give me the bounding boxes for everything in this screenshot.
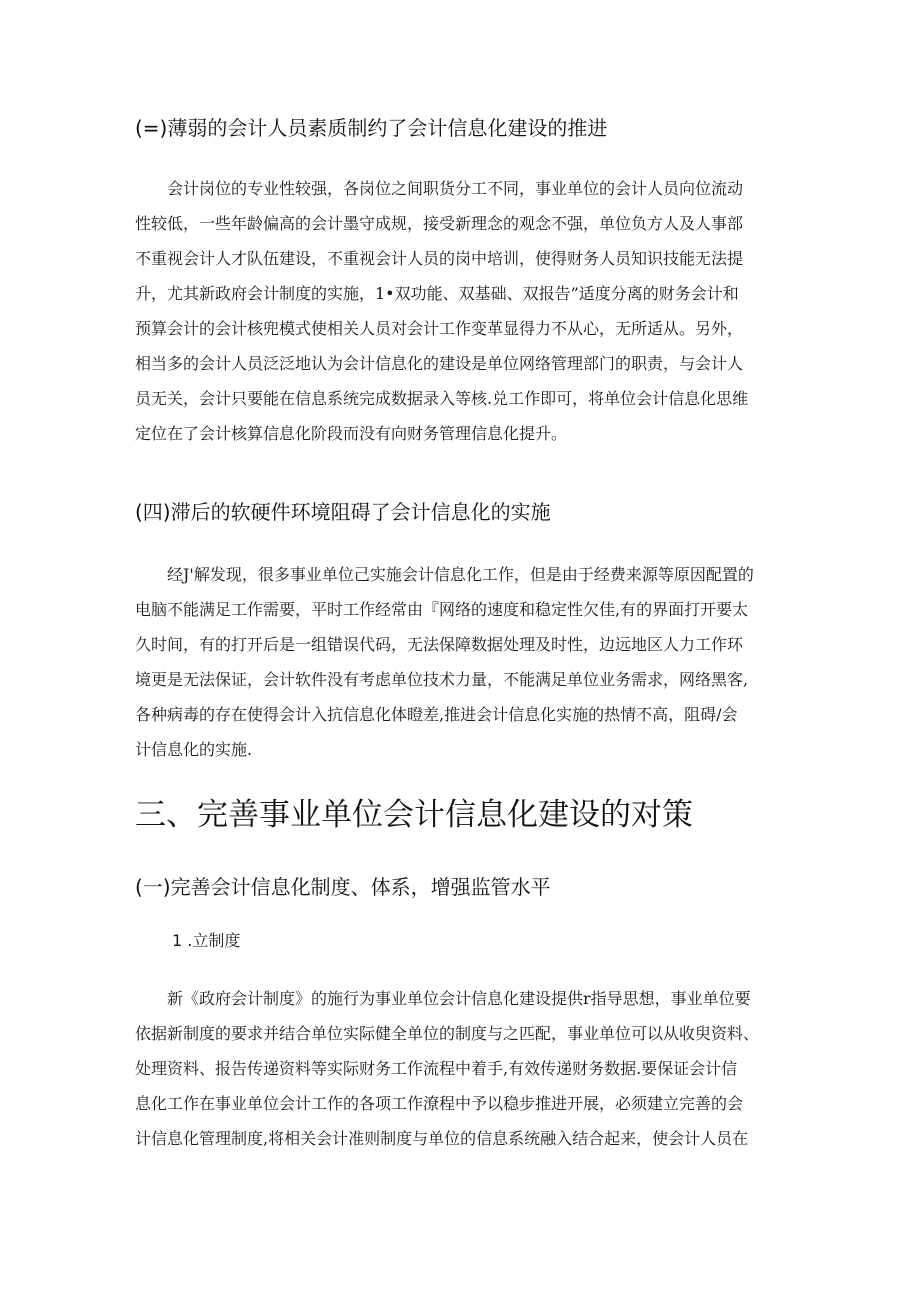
paragraph-line: 定位在了会计核算信息化阶段而没有向财务管理信息化提升。 xyxy=(135,424,568,443)
paragraph-line: 升，尤其新政府会计制度的实施，1•双功能、双基础、双报告”适度分离的财务会计和 xyxy=(135,284,739,303)
paragraph-line: 计信息化管理制度,将相关会计准则制度与单位的信息系统融入结合起来，使会计人员在 xyxy=(135,1129,749,1148)
paragraph-line: 相当多的会计人员泛泛地认为会计信息化的建设是单位网络管理部门的职责，与会计人 xyxy=(135,354,744,373)
paragraph-line: 息化工作在事业单位会计工作的各项工作潦程中予以稳步推进开展，必须建立完善的会 xyxy=(135,1094,744,1113)
paragraph-line: 境更是无法保证，会计软件没有考虑单位技术力量，不能满足单位业务需求，网络黑客, xyxy=(135,670,749,689)
paragraph-line: 员无关，会计只要能在信息系统完成数据录入等核.兑工作即可，将单位会计信息化思维 xyxy=(135,389,749,408)
paragraph-section-1 xyxy=(135,981,795,1156)
section-heading-4: (四)滞后的软硬件环境阻碍了会计信息化的实施 xyxy=(135,500,551,524)
paragraph-line: 经J'解发现，很多事业单位己实施会计信息化工作，但是由于经费来源等原因配置的 xyxy=(135,565,754,584)
paragraph-line: 预算会计的会计核兜模式使相关人员对会计工作变革显得力不从心，无所适从。另外， xyxy=(135,319,744,338)
item-label: 1 .立制度 xyxy=(172,931,241,950)
section-heading-2: (=)薄弱的会计人员素质制约了会计信息化建设的推进 xyxy=(135,116,608,140)
paragraph-section-4 xyxy=(135,557,795,767)
paragraph-line: 计信息化的实施. xyxy=(135,740,253,759)
paragraph-line: 久时间，有的打开后是一组错误代码，无法保障数据处理及时性，边远地区人力工作环 xyxy=(135,635,744,654)
paragraph-line: 不重视会计人才队伍建设，不重视会计人员的岗中培训，使得财务人员知识技能无法提 xyxy=(135,249,744,268)
paragraph-section-2 xyxy=(135,171,795,451)
part-heading-3: 三、完善事业单位会计信息化建设的对策 xyxy=(135,797,693,833)
paragraph-line: 新《政府会计制度》的施行为事业单位会计信息化建设提供r指导思想，事业单位要 xyxy=(135,989,751,1008)
paragraph-line: 依据新制度的要求并结合单位实际健全单位的制度与之匹配，事业单位可以从收臾资料、 xyxy=(135,1024,760,1043)
paragraph-line: 各种病毒的存在使得会计入抗信息化体瞪差,推进会计信息化实施的热情不高，阻碍/会 xyxy=(135,705,738,724)
paragraph-line: 电脑不能满足工作需要，平时工作经常由『网络的速度和稳定性欠佳,有的界面打开要太 xyxy=(135,600,749,619)
paragraph-line: 会计岗位的专业性较强，各岗位之间职货分工不同，事业单位的会计人员向位流动 xyxy=(135,179,744,198)
paragraph-line: 性较低，一些年龄偏高的会计墨守成规，接受新理念的观念不强，单位负方人及人事部 xyxy=(135,214,744,233)
paragraph-line: 处理资料、报告传递资料等实际财务工作流程中着手,有效传递财务数据.要保证会计信 xyxy=(135,1059,738,1078)
section-heading-1: (一)完善会计信息化制度、体系，增强监管水平 xyxy=(135,875,551,899)
